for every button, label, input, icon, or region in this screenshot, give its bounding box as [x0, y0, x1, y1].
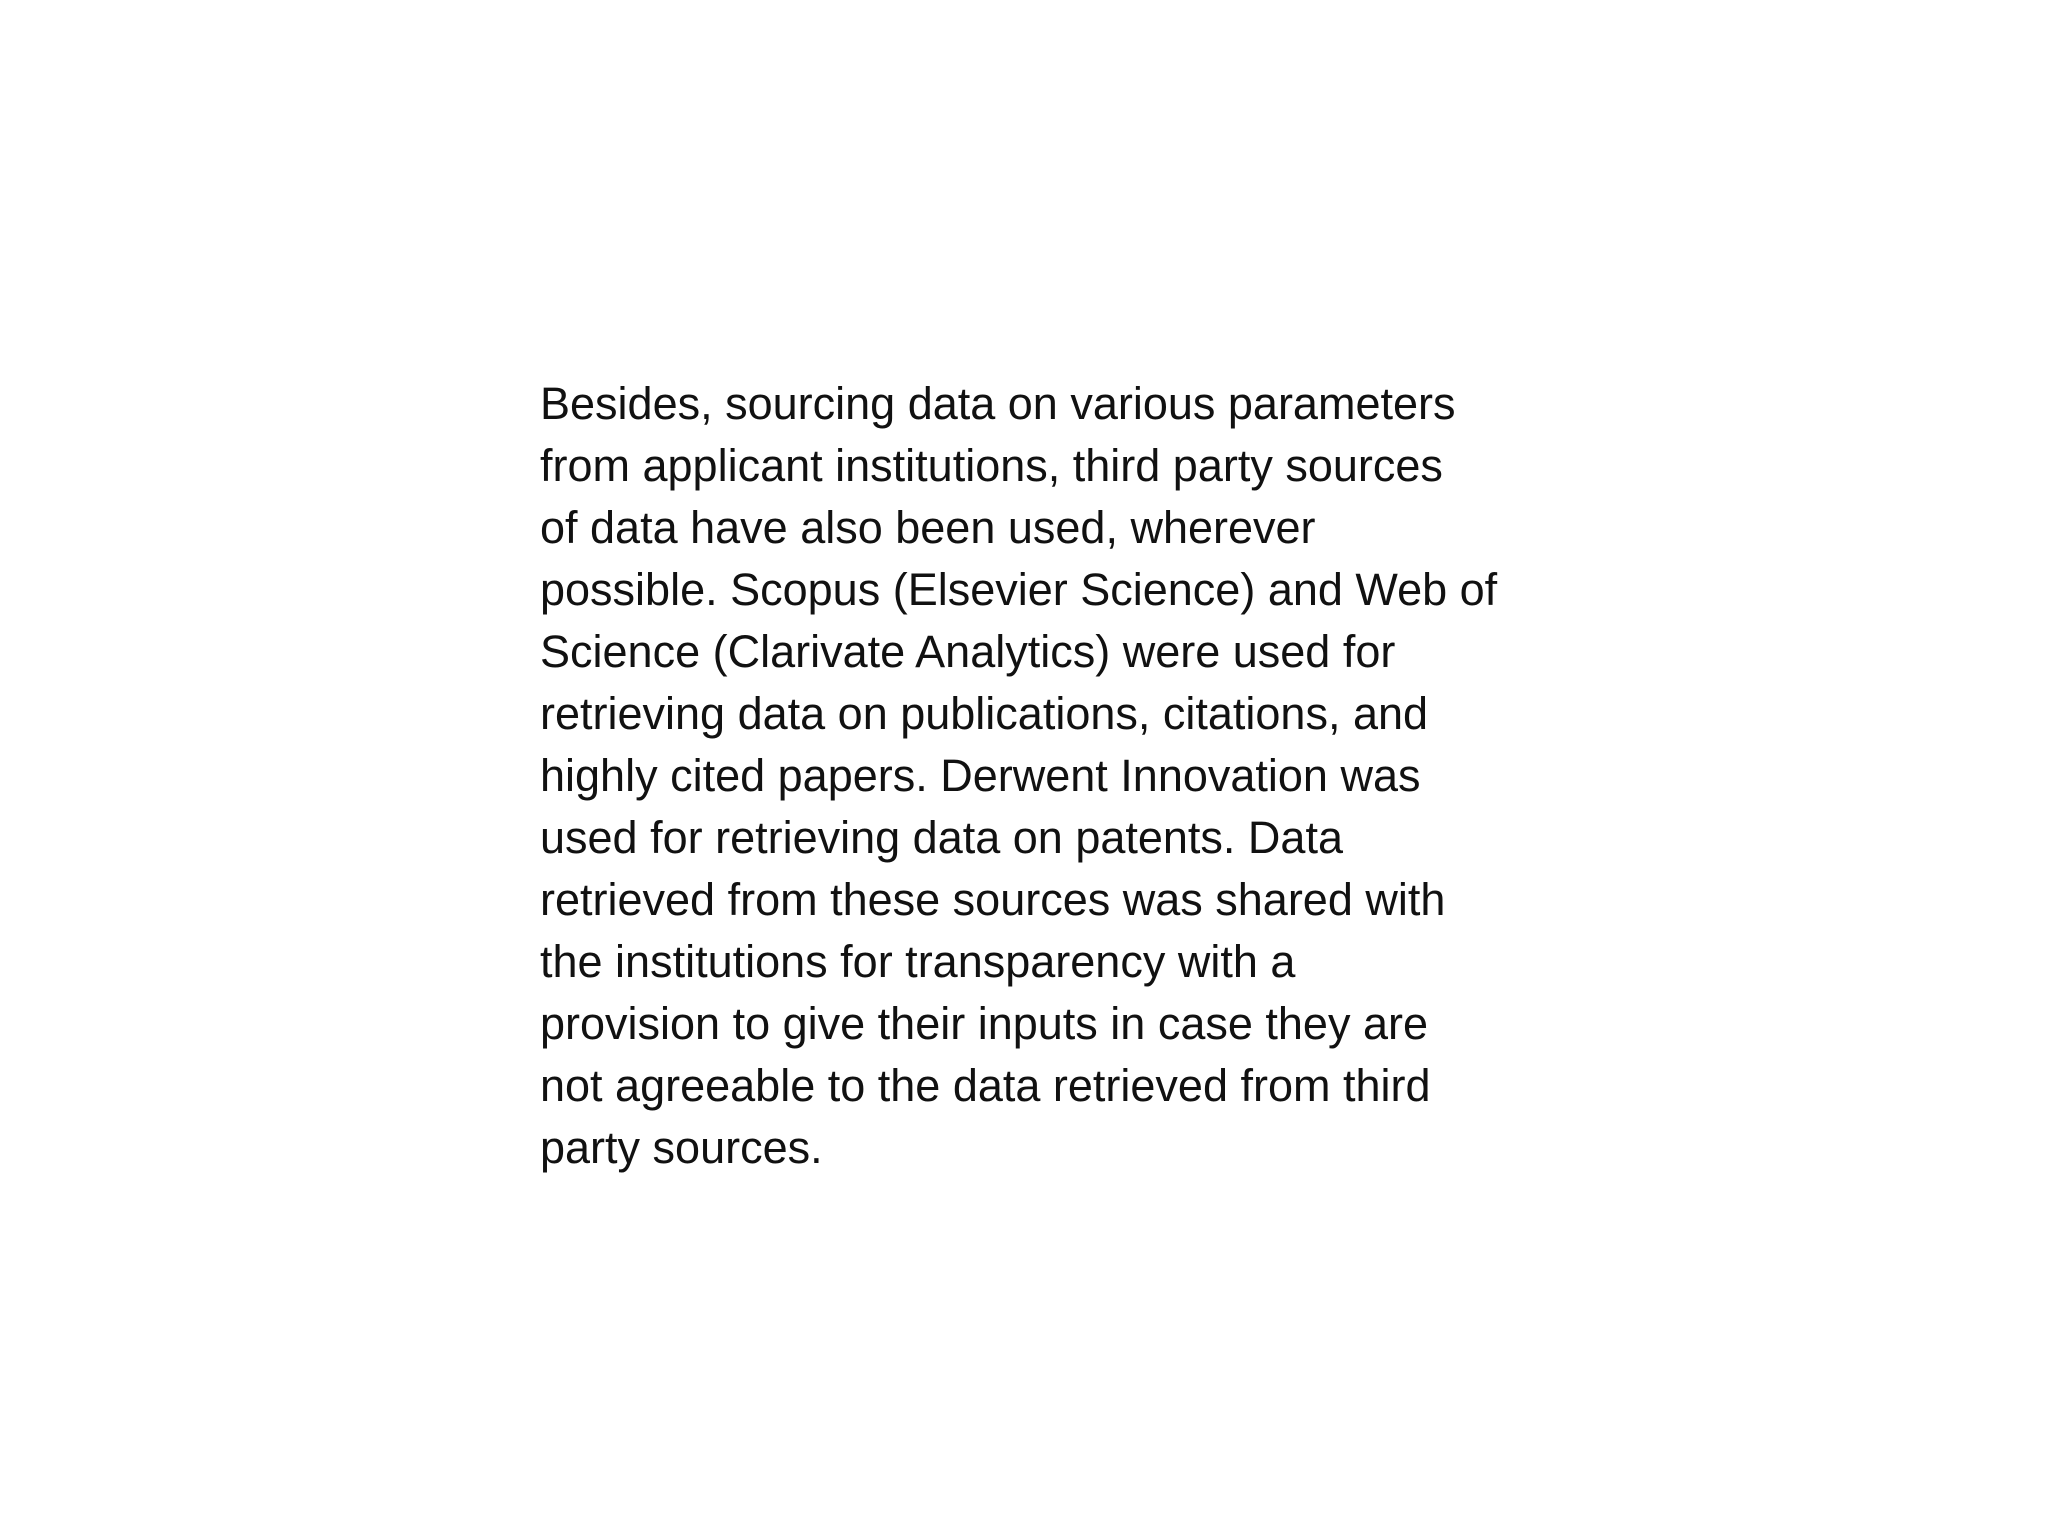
- paragraph-line: Besides, sourcing data on various parameters: [540, 378, 1456, 429]
- paragraph-line: party sources.: [540, 1122, 823, 1173]
- paragraph-line: retrieving data on publications, citations, and: [540, 688, 1429, 739]
- paragraph-line: highly cited papers. Derwent Innovation was: [540, 750, 1421, 801]
- paragraph-line: retrieved from these sources was shared with: [540, 874, 1446, 925]
- paragraph-line: of data have also been used, wherever: [540, 502, 1316, 553]
- paragraph-line: from applicant institutions, third party sources: [540, 440, 1443, 491]
- paragraph-line: possible. Scopus (Elsevier Science) and Web of: [540, 564, 1498, 615]
- paragraph-line: not agreeable to the data retrieved from third: [540, 1060, 1431, 1111]
- body-paragraph: [540, 373, 1550, 1179]
- paragraph-line: provision to give their inputs in case they are: [540, 998, 1428, 1049]
- paragraph-line: the institutions for transparency with a: [540, 936, 1296, 987]
- paragraph-line: Science (Clarivate Analytics) were used for: [540, 626, 1396, 677]
- paragraph-line: used for retrieving data on patents. Data: [540, 812, 1343, 863]
